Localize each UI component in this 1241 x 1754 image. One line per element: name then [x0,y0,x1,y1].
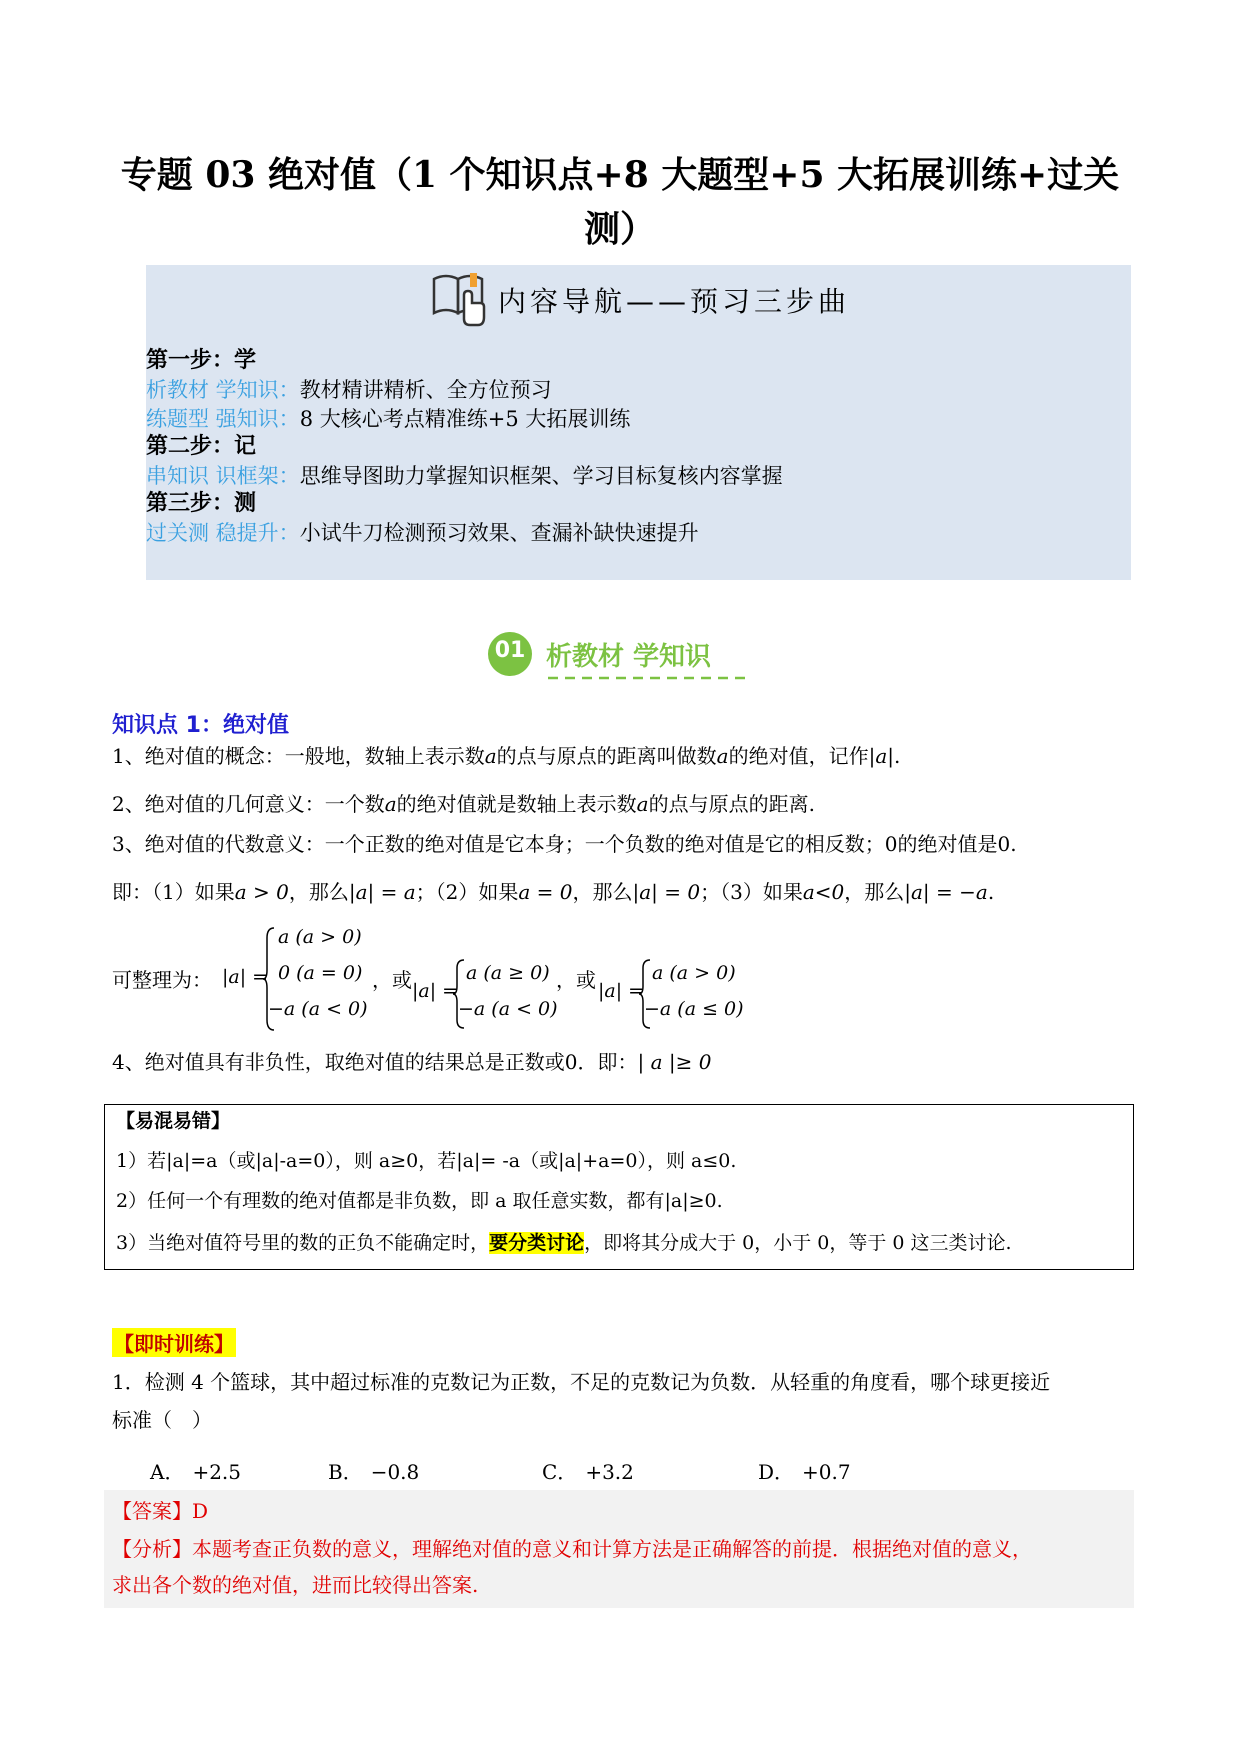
pw-or-1: ，或 [372,968,412,992]
page-title [120,148,1120,256]
step1-item-b-text: 8 大核心考点精准练+5 大拓展训练 [299,407,631,431]
math-a-lt-0: a<0 [802,880,845,904]
kp-paragraph-3 [112,830,1017,858]
p4-text-f: ，那么 [844,880,905,904]
pw3-case-1: a (a > 0) [652,962,736,984]
section-label: 析教材 学知识 [546,642,712,672]
analysis-text-1: 本题考查正负数的意义，理解绝对值的意义和计算方法是正确解答的前提．根据绝对值的意义， [192,1537,1032,1561]
math-abs-eq-neg-a: |a| = −a [904,880,988,904]
math-abs-eq-a: |a| = a [348,880,416,904]
mistakes-line-3 [116,1230,1012,1256]
piecewise-label: 可整理为： [112,968,212,992]
option-c[interactable] [542,1456,634,1485]
pw3-lhs: |a| = [598,980,645,1002]
option-d[interactable] [758,1456,851,1485]
p1-text-b: 的点与原点的距离叫做数 [496,744,717,768]
option-c-value: +3.2 [585,1460,634,1484]
pw2-case-2: −a (a < 0) [458,998,558,1020]
mistakes-highlight: 要分类讨论 [489,1232,585,1254]
step1-item-b-label: 练题型 强知识： [146,407,300,431]
zero: 0 [564,1050,578,1074]
step3-item-a-label: 过关测 稳提升： [146,521,300,545]
abs-a: |a| [868,744,895,768]
step2-item-a [146,462,783,490]
book-hand-icon [430,269,490,331]
option-a-value: +2.5 [192,1460,242,1484]
nav-header-title: 内容导航——预习三步曲 [498,285,851,318]
step3-item-a-text: 小试牛刀检测预习效果、查漏补缺快速提升 [299,521,699,545]
step3-title: 第三步：测 [146,491,257,516]
mistakes-line-1: 1）若|a|=a（或|a|-a=0），则 a≥0，若|a|= -a（或|a|+a=0），则 a≤0. [116,1150,737,1172]
mistakes-title: 【易混易错】 [116,1110,231,1132]
option-c-key: C． [542,1460,578,1484]
step2-item-a-label: 串知识 识框架： [146,464,300,488]
pw1-lhs: |a| = [222,966,269,988]
p3-text-c: . [1010,832,1017,856]
p2-text-c: 的点与原点的距离. [648,792,815,816]
p5-text-b: ．即： [577,1050,638,1074]
pw1-case-2: 0 (a = 0) [278,962,363,984]
kp-paragraph-4 [112,1048,711,1076]
p4-text-g: . [987,880,995,904]
zero: 0 [997,832,1011,856]
var-a: a [484,744,497,768]
title-line-2: 测） [583,208,656,250]
option-a[interactable] [150,1456,241,1485]
step1-item-a-text: 教材精讲精析、全方位预习 [299,378,552,402]
mistakes-line-2: 2）任何一个有理数的绝对值都是非负数，即 a 取任意实数，都有|a|≥0. [116,1190,723,1212]
pw3-case-2: −a (a ≤ 0) [644,998,744,1020]
var-a: a [636,792,649,816]
p5-text-a: 4、绝对值具有非负性，取绝对值的结果总是正数或 [112,1050,565,1074]
zero: 0 [884,832,898,856]
kp-paragraph-cases [112,878,994,906]
step1-title: 第一步：学 [146,348,257,373]
p4-text-a: 即：（1）如果 [112,880,235,904]
pw-or-2: ，或 [556,968,596,992]
option-a-key: A． [150,1460,185,1484]
answer-value: D [192,1499,209,1523]
math-a-eq-0: a = 0 [518,880,573,904]
var-a: a [716,744,729,768]
math-abs-nonneg: | a |≥ 0 [637,1050,712,1074]
p2-text-b: 的绝对值就是数轴上表示数 [396,792,637,816]
mistakes-line-3-a: 3）当绝对值符号里的数的正负不能确定时， [116,1232,490,1254]
p3-text-a: 3、绝对值的代数意义：一个正数的绝对值是它本身；一个负数的绝对值是它的相反数； [112,832,885,856]
math-a-gt-0: a > 0 [234,880,289,904]
title-line-1: 专题 03 绝对值（1 个知识点+8 大题型+5 大拓展训练+过关 [120,154,1120,196]
section-number: 01 [494,638,526,663]
math-abs-eq-0: |a| = 0 [632,880,701,904]
option-d-value: +0.7 [802,1460,851,1484]
question-1-line-1: 1．检测 4 个篮球，其中超过标准的克数记为正数，不足的克数记为负数．从轻重的角度看，哪个球更接近 [112,1370,1051,1394]
p1-text-a: 1、绝对值的概念：一般地，数轴上表示数 [112,744,485,768]
p4-text-d: ，那么 [572,880,633,904]
answer-label: 【答案】 [112,1499,192,1523]
pw1-case-1: a (a > 0) [278,926,362,948]
analysis-line-2: 求出各个数的绝对值，进而比较得出答案. [112,1573,479,1597]
option-d-key: D． [758,1460,795,1484]
p4-text-e: ；（3）如果 [700,880,803,904]
section-badge [486,632,756,694]
p2-text-a: 2、绝对值的几何意义：一个数 [112,792,385,816]
p3-text-b: 的绝对值是 [897,832,998,856]
p1-text-d: . [894,744,901,768]
mistakes-line-3-b: ，即将其分成大于 0，小于 0，等于 0 这三类讨论. [584,1232,1012,1254]
nav-header [430,270,850,330]
answer-line [112,1496,208,1526]
step2-title: 第二步：记 [146,434,257,459]
p1-text-c: 的绝对值，记作 [728,744,869,768]
p4-text-b: ，那么 [288,880,349,904]
training-label: 【即时训练】 [112,1328,236,1357]
var-a: a [384,792,397,816]
question-1-line-2: 标准（ ） [112,1408,212,1432]
step1-item-b [146,405,630,433]
knowledge-point-title: 知识点 1：绝对值 [112,713,289,738]
step1-item-a [146,376,552,404]
step3-item-a [146,519,699,547]
kp-paragraph-2 [112,790,815,818]
option-b-key: B． [328,1460,363,1484]
step2-item-a-text: 思维导图助力掌握知识框架、学习目标复核内容掌握 [299,464,783,488]
analysis-label: 【分析】 [112,1537,192,1561]
pw2-case-1: a (a ≥ 0) [466,962,550,984]
kp-paragraph-1 [112,742,900,770]
option-b[interactable] [328,1456,419,1485]
option-b-value: −0.8 [370,1460,420,1484]
pw1-case-3: −a (a < 0) [268,998,368,1020]
pw2-lhs: |a| = [412,980,459,1002]
p4-text-c: ；（2）如果 [415,880,519,904]
step1-item-a-label: 析教材 学知识： [146,378,300,402]
analysis-line-1 [112,1534,1032,1564]
